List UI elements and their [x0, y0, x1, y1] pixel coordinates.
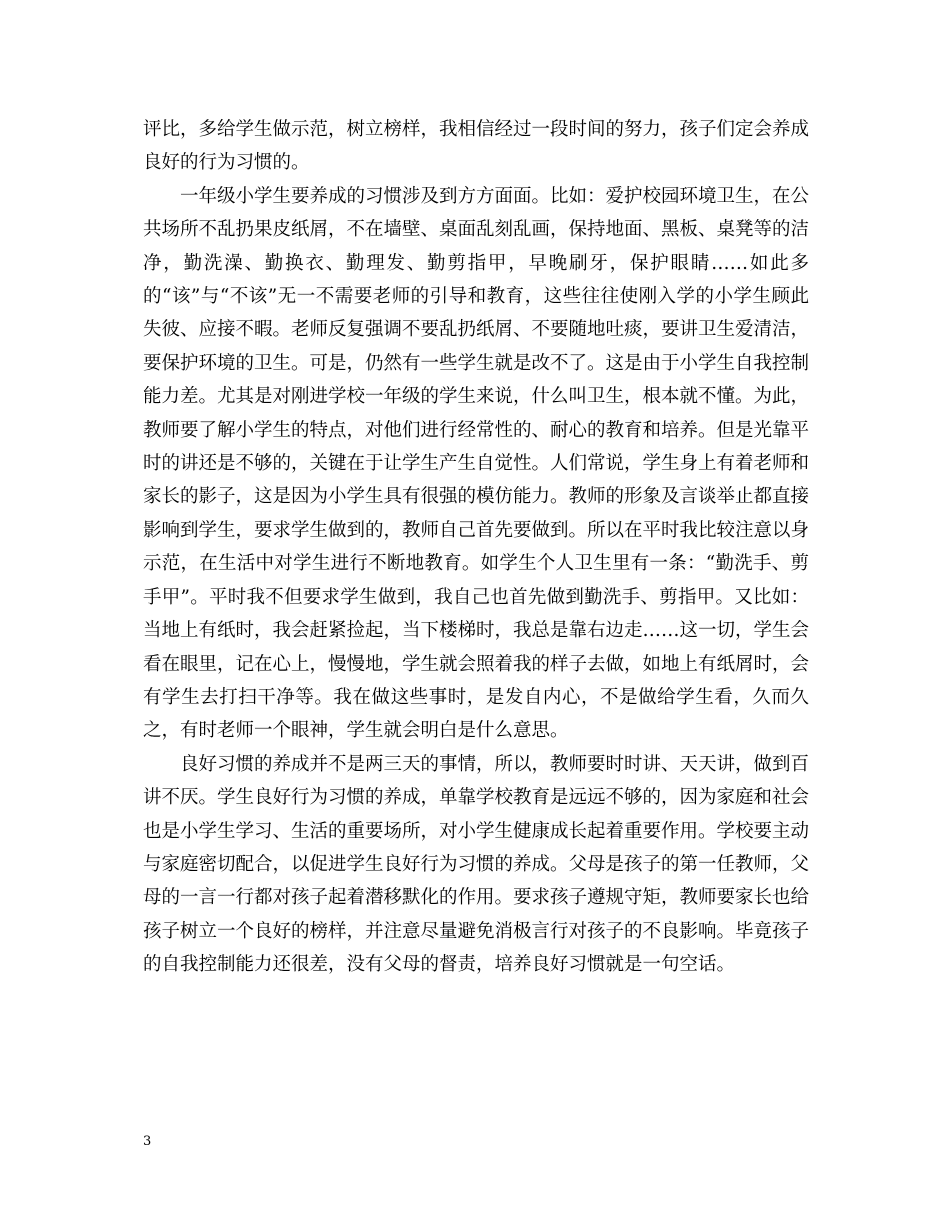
paragraph-home-school-cooperation: 良好习惯的养成并不是两三天的事情，所以，教师要时时讲、天天讲，做到百讲不厌。学生良好行为习惯的养成，单靠学校教育是远远不够的，因为家庭和社会也是小学生学习、生活的重要场所，对小学生健康成长起着重要作用。学校要主动与家庭密切配合，以促进学生良好行为习惯的养成。父母是孩子的第一任教师，父母的一言一行都对孩子起着潜移默化的作用。要求孩子遵规守矩，教师要家长也给孩子树立一个良好的榜样，并注意尽量避免消极言行对孩子的不良影响。毕竟孩子的自我控制能力还很差，没有父母的督责，培养良好习惯就是一句空话。: [143, 753, 810, 976]
body-text: [143, 113, 809, 982]
paragraph-habits-examples: 一年级小学生要养成的习惯涉及到方方面面。比如：爱护校园环境卫生，在公共场所不乱扔果皮纸屑，不在墙壁、桌面乱刻乱画，保持地面、黑板、桌凳等的洁净，勤洗澡、勤换衣、勤理发、勤剪指甲，早晚刷牙，保护眼睛……如此多的“该”与“不该”无一不需要老师的引导和教育，这些往往使刚入学的小学生顾此失彼、应接不暇。老师反复强调不要乱扔纸屑、不要随地吐痰，要讲卫生爱清洁，要保护环境的卫生。可是，仍然有一些学生就是改不了。这是由于小学生自我控制能力差。尤其是对刚进学校一年级的学生来说，什么叫卫生，根本就不懂。为此，教师要了解小学生的特点，对他们进行经常性的、耐心的教育和培养。但是光靠平时的讲还是不够的，关键在于让学生产生自觉性。人们常说，学生身上有着老师和家长的影子，这是因为小学生具有很强的模仿能力。教师的形象及言谈举止都直接影响到学生，要求学生做到的，教师自己首先要做到。所以在平时我比较注意以身示范，在生活中对学生进行不断地教育。如学生个人卫生里有一条：“勤洗手、剪手甲”。平时我不但要求学生做到，我自己也首先做到勤洗手、剪指甲。又比如：当地上有纸时，我会赶紧捡起，当下楼梯时，我总是靠右边走……这一切，学生会看在眼里，记在心上，慢慢地，学生就会照着我的样子去做，如地上有纸屑时，会有学生去打扫干净等。我在做这些事时，是发自内心，不是做给学生看，久而久之，有时老师一个眼神，学生就会明白是什么意思。: [143, 185, 810, 742]
paragraph-continuation: 评比，多给学生做示范，树立榜样，我相信经过一段时间的努力，孩子们定会养成良好的行为习惯的。: [143, 119, 810, 174]
page-number: 3: [143, 1134, 152, 1149]
